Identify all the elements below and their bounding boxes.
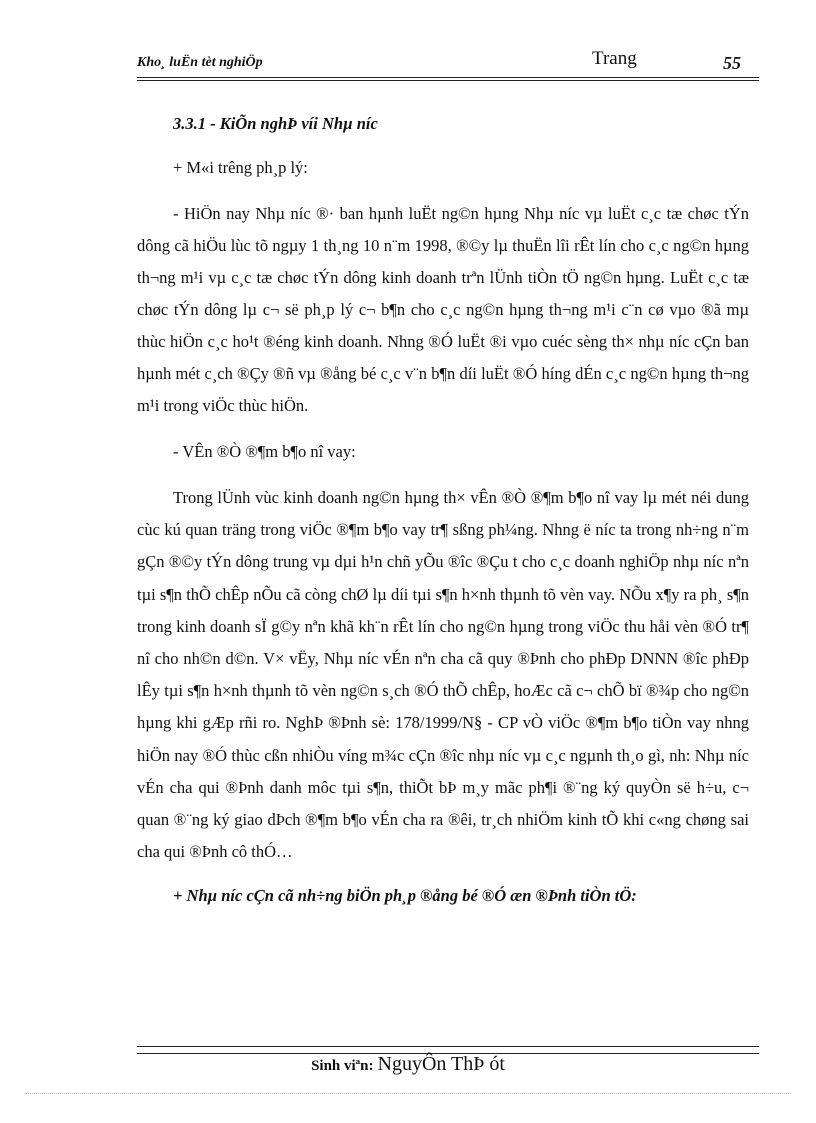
subsection-loan-guarantee: - VÊn ®Ò ®¶m b¶o nî vay: <box>173 442 356 461</box>
subsection-legal-environment: + M«i trêng ph¸p lý: <box>173 158 308 177</box>
student-label: Sinh viªn: <box>311 1058 374 1074</box>
section-heading: 3.3.1 - KiÕn nghÞ víi Nhµ níc <box>173 114 378 133</box>
page-label: Trang <box>592 48 637 69</box>
header-rule-secondary <box>137 80 759 81</box>
header-rule <box>137 77 759 78</box>
page-header <box>137 48 759 78</box>
page-footer <box>0 1053 816 1076</box>
paragraph-laws: - HiÖn nay Nhµ níc ®· ban hµnh luËt ng©n hµng Nhµ níc vµ luËt c¸c tæ chøc tÝn dông cã hiÖu lùc tõ ngµy 1 th¸ng 10 n¨m 1998, ®©y lµ thuËn lîi rÊt lín cho c¸c ng©n hµng th¬ng m¹i vµ c¸c tæ chøc tÝn dông kinh doanh trªn lÜnh tiÒn tÖ ng©n hµng. LuËt c¸c tæ chøc tÝn dông lµ c¬ së ph¸p lý c¬ b¶n cho c¸c ng©n hµng th¬ng m¹i c¨n cø vµo ®ã mµ thùc hiÖn c¸c ho¹t ®éng kinh doanh. Nhng ®Ó luËt ®i vµo cuéc sèng th× nhµ níc cÇn ban hµnh mét c¸ch ®Çy ®ñ vµ ®ång bé c¸c v¨n b¶n díi luËt ®Ó híng dÉn c¸c ng©n hµng th¬ng m¹i trong viÖc thùc hiÖn. <box>137 204 749 415</box>
student-name: NguyÔn ThÞ ót <box>377 1053 505 1075</box>
page-body <box>137 110 749 910</box>
paragraph-loan-guarantee: Trong lÜnh vùc kinh doanh ng©n hµng th× vÊn ®Ò ®¶m b¶o nî vay lµ mét néi dung cùc kú quan träng trong viÖc ®¶m b¶o vay tr¶ sßng ph¼ng. Nhng ë níc ta trong nh÷ng n¨m gÇn ®©y tÝn dông trung vµ dµi h¹n chñ yÕu ®îc ®Çu t cho c¸c doanh nghiÖp nhµ níc nªn tµi s¶n thÕ chÊp nÕu cã còng chØ lµ díi tµi s¶n h×nh thµnh tõ vèn vay. NÕu x¶y ra ph¸ s¶n trong kinh doanh sÏ g©y nªn khã kh¨n rÊt lín cho ng©n hµng trong viÖc thu håi vèn ®Ó tr¶ nî cho nh©n d©n. V× vËy, Nhµ níc vÉn nªn cha cã quy ®Þnh cho phÐp DNNN ®îc phÐp lÊy tµi s¶n h×nh thµnh tõ vèn ng©n s¸ch ®Ó thÕ chÊp, hoÆc cã c¬ chÕ bï ®¾p cho ng©n hµng khi gÆp rñi ro. NghÞ ®Þnh sè: 178/1999/N§ - CP vÒ viÖc ®¶m b¶o tiÒn vay nhng hiÖn nay ®Ó thùc cßn nhiÒu víng m¾c cÇn ®îc nhµ níc vµ c¸c ngµnh th¸o gì, nh: Nhµ níc vÉn cha qui ®Þnh danh môc tµi s¶n, thiÕt bÞ m¸y mãc ph¶i ®¨ng ký quyÒn së h÷u, c¬ quan ®¨ng ký giao dÞch ®¶m b¶o vÉn cha ra ®êi, tr¸ch nhiÖm kinh tÕ khi c«ng chøng sai cha qui ®Þnh cô thÓ… <box>137 488 749 862</box>
document-title: Kho¸ luËn tèt nghiÖp <box>137 55 263 70</box>
page-bottom-border <box>25 1093 791 1094</box>
subsection-monetary-measures: + Nhµ níc cÇn cã nh÷ng biÖn ph¸p ®ång bé ®Ó æn ®Þnh tiÒn tÖ: <box>173 886 637 906</box>
page-number: 55 <box>723 53 741 73</box>
